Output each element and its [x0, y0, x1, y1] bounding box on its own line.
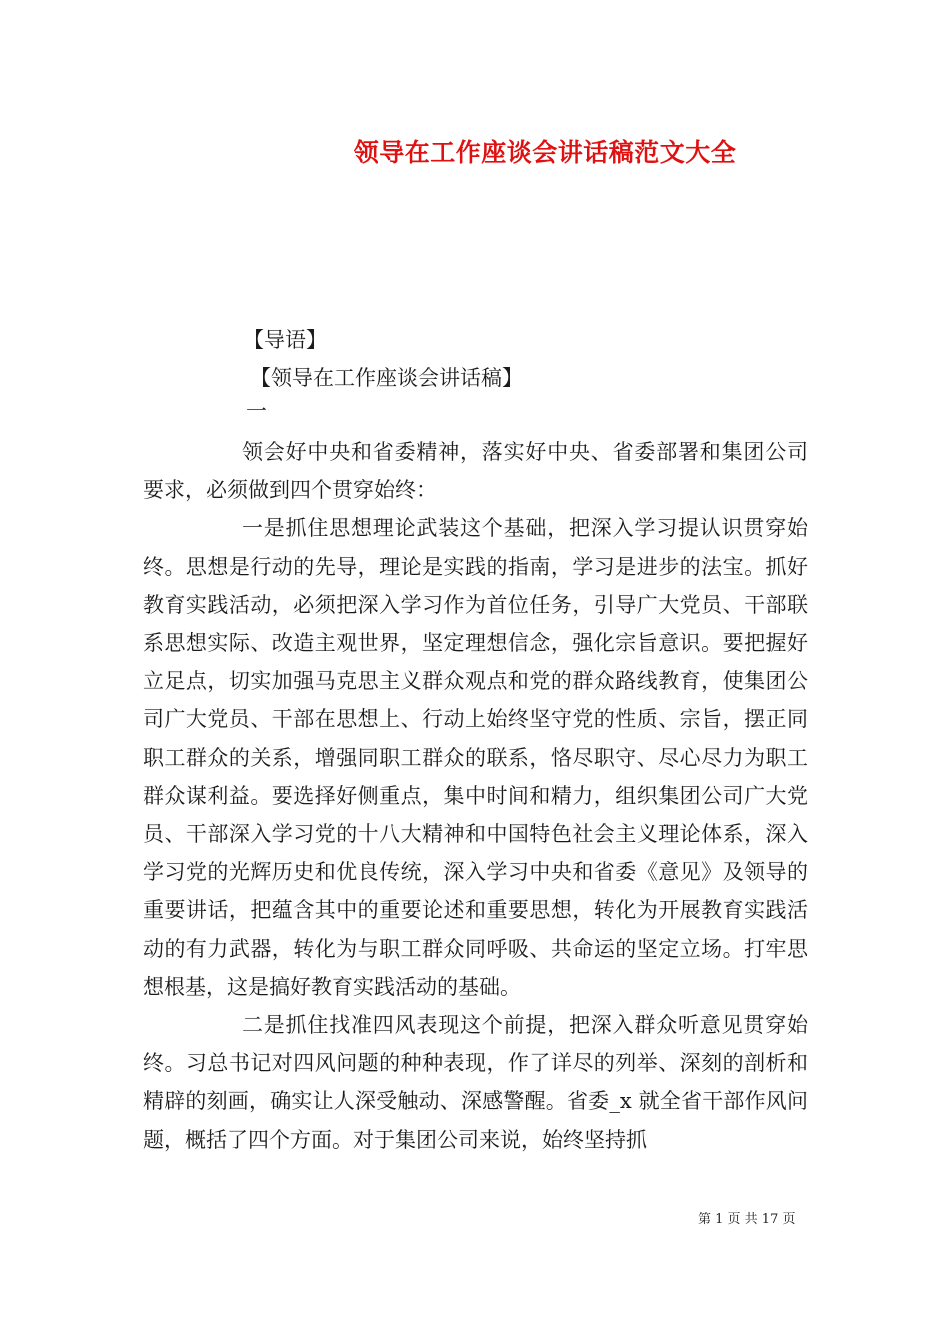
lead-label: 【导语】 [243, 328, 327, 352]
document-title: 领导在工作座谈会讲话稿范文大全 [353, 138, 737, 167]
paragraph: 领会好中央和省委精神，落实好中央、省委部署和集团公司要求，必须做到四个贯穿始终： [143, 440, 808, 503]
section-mark: 一 [246, 399, 267, 423]
document-subtitle: 【领导在工作座谈会讲话稿】 [250, 366, 523, 390]
paragraph: 一是抓住思想理论武装这个基础，把深入学习提认识贯穿始终。思想是行动的先导，理论是实践的指南，学习是进步的法宝。抓好教育实践活动，必须把深入学习作为首位任务，引导广大党员、干部联系思想实际、改造主观世界，坚定理想信念，强化宗旨意识。要把握好立足点，切实加强马克思主义群众观点和党的群众路线教育，使集团公司广大党员、干部在思想上、行动上始终坚守党的性质、宗旨，摆正同职工群众的关系，增强同职工群众的联系，恪尽职守、尽心尽力为职工群众谋利益。要选择好侧重点，集中时间和精力，组织集团公司广大党员、干部深入学习党的十八大精神和中国特色社会主义理论体系，深入学习党的光辉历史和优良传统，深入学习中央和省委《意见》及领导的重要讲话，把蕴含其中的重要论述和重要思想，转化为开展教育实践活动的有力武器，转化为与职工群众同呼吸、共命运的坚定立场。打牢思想根基，这是搞好教育实践活动的基础。 [143, 516, 808, 999]
page-number: 第 1 页 共 17 页 [698, 1212, 796, 1227]
document-body [143, 433, 808, 1159]
paragraph: 二是抓住找准四风表现这个前提，把深入群众听意见贯穿始终。习总书记对四风问题的种种表现，作了详尽的列举、深刻的剖析和精辟的刻画，确实让人深受触动、深感警醒。省委_x 就全省干部作风问题，概括了四个方面。对于集团公司来说，始终坚持抓 [143, 1013, 808, 1152]
